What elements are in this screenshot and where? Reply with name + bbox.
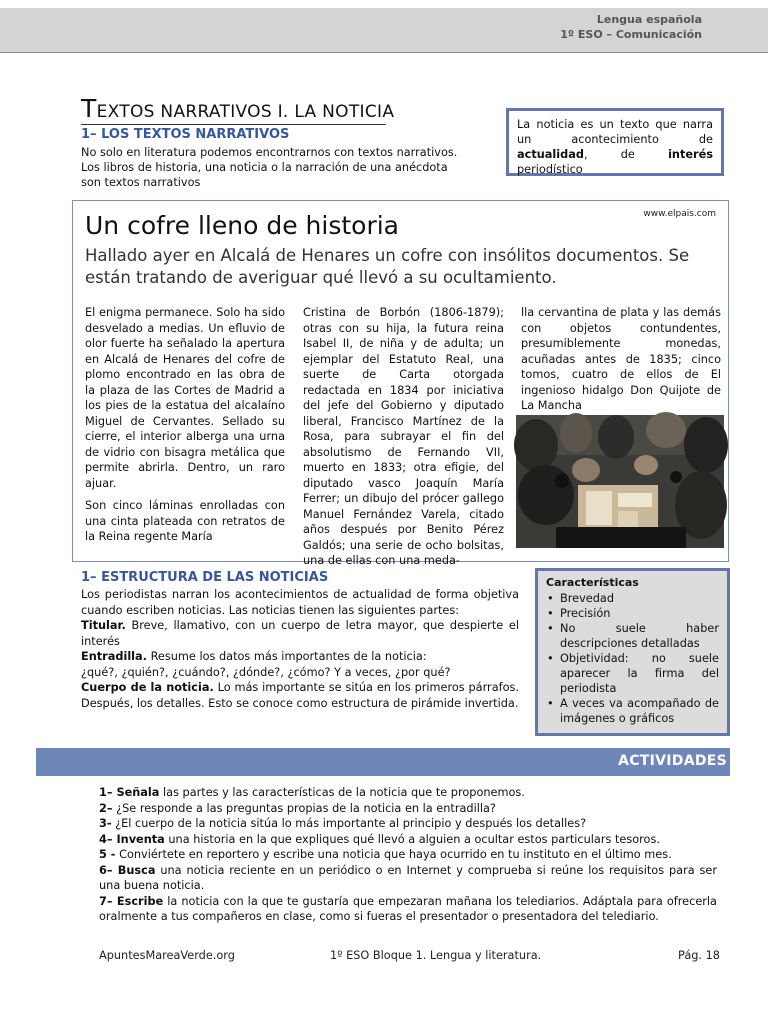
news-structure-text (81, 587, 519, 711)
section-heading-news-structure: 1– ESTRUCTURA DE LAS NOTICIAS (81, 570, 329, 585)
cuerpo-label: Cuerpo de la noticia. (81, 681, 214, 694)
entradilla-label: Entradilla. (81, 650, 147, 663)
activity-item (99, 832, 717, 848)
features-heading: Características (546, 576, 639, 589)
definition-bold-2: interés (668, 148, 713, 161)
activity-number: 5 - (99, 848, 116, 861)
activity-verb: Señala (112, 786, 160, 799)
activity-item (99, 785, 717, 801)
activity-text: la noticia con la que te gustaría que empezaran mañana los telediarios. Adáptala para ofrecerla oralmente a tus compañeros en clase, como si fueras el presentador o presentadora del telediario. (99, 894, 717, 923)
feature-item: • Precisión (560, 606, 719, 621)
activity-text: una noticia reciente en un periódico o en Internet y comprueba si reúne los requisitos para ser una buena noticia. (99, 863, 717, 892)
activity-number: 3- (99, 817, 112, 830)
definition-box (506, 108, 724, 176)
definition-bold-1: actualidad (517, 148, 584, 161)
page-header (0, 8, 768, 53)
structure-cuerpo (81, 680, 519, 711)
news-column-2: Cristina de Borbón (1806-1879); otras con su hija, la futura reina Isabel II, de niña y de adulta; un ejemplar del Estatuto Real, una suerte de Carta otorgada redactada en 1834 por iniciativa del jefe del Gobierno y diputado liberal, Francisco Martínez de la Rosa, para subrayar el fin del absolutismo de Fernando VII, muerto en 1833; otra efigie, del diputado vasco Joaquín María Ferrer; un dibujo del prócer gallego Manuel Fernández Varela, citado años después por Benito Pérez Galdós; una serie de ocho bolsitas, una de ellas con una meda- (303, 306, 504, 567)
news-column-1-paragraph-1: El enigma permanece. Solo ha sido desvelado a medias. Un efluvio de olor fuerte ha señalado la apertura en Alcalá de Henares del cofre de plomo encontrado en las obra de la plaza de las Cortes de Madrid a los pies de la estatua del alcalaíno Miguel de Cervantes. Sellado su cierre, el interior alberga una urna de vidrio con bisagra metálica que permite abrirla. Dentro, un raro ajuar. (85, 306, 285, 490)
feature-item: • Brevedad (560, 591, 719, 606)
news-column-3: lla cervantina de plata y las demás con objetos contundentes, presumiblemente monedas, acuñadas antes de 1835; cinco tomos, cuatro de ellos de El ingenioso hidalgo Don Quijote de La Mancha (521, 306, 721, 412)
section-intro-text: No solo en literatura podemos encontrarnos con textos narrativos. Los libros de historia, una noticia o la narración de una anécdota son textos narrativos (81, 146, 458, 189)
activity-item (99, 847, 717, 863)
footer-site: ApuntesMareaVerde.org (99, 949, 235, 962)
news-column-1-paragraph-2: Son cinco láminas enrolladas con una cinta plateada con retratos de la Reina regente María (85, 499, 285, 543)
activity-verb: Escribe (112, 894, 164, 908)
definition-text-2: , de (583, 148, 669, 161)
activities-list (99, 785, 717, 925)
activity-number: 4– (99, 832, 113, 846)
header-subject: Lengua española (596, 13, 702, 26)
footer-course: 1º ESO Bloque 1. Lengua y literatura. (330, 949, 542, 962)
activity-number: 6– (99, 863, 113, 877)
activities-heading: ACTIVIDADES (618, 753, 727, 769)
features-list (546, 591, 719, 726)
definition-text-1: La noticia es un texto que narra un acontecimiento de (517, 118, 713, 146)
activity-item (99, 801, 717, 817)
titular-text: Breve, llamativo, con un cuerpo de letra mayor, que despierte el interés (81, 619, 519, 648)
section-heading-narrative-texts: 1– LOS TEXTOS NARRATIVOS (81, 127, 290, 142)
feature-item: • No suele haber descripciones detalladas (560, 621, 719, 651)
structure-entradilla (81, 649, 519, 665)
news-subheadline: Hallado ayer en Alcalá de Henares un cofre con insólitos documentos. Se están tratando de averiguar qué llevó a su ocultamiento. (85, 246, 690, 287)
title-rest: EXTOS NARRATIVOS I. LA NOTICIA (96, 102, 395, 122)
activity-text: ¿El cuerpo de la noticia sitúa lo más importante al principio y después los detalles? (111, 817, 587, 830)
news-headline: Un cofre lleno de historia (85, 211, 400, 240)
activity-text: las partes y las características de la noticia que te proponemos. (159, 786, 525, 799)
cuerpo-text: Lo más importante se sitúa en los primeros párrafos. Después, los detalles. Esto se conoce como estructura de pirámide invertida. (81, 681, 519, 710)
footer-page-number: Pág. 18 (678, 949, 720, 962)
activity-item (99, 863, 717, 894)
activity-text: ¿Se responde a las preguntas propias de la noticia en la entradilla? (112, 801, 496, 815)
feature-item: • A veces va acompañado de imágenes o gráficos (560, 696, 719, 726)
entradilla-text: Resume los datos más importantes de la noticia: (146, 650, 427, 663)
activity-text: Conviértete en reportero y escribe una noticia que haya ocurrido en tu instituto en el último mes. (115, 848, 672, 861)
activity-number: 7– (99, 894, 113, 908)
header-course: 1º ESO – Comunicación (560, 28, 702, 41)
activity-item (99, 894, 717, 925)
news-article-box (72, 200, 729, 567)
news-photo (516, 415, 724, 548)
activity-text: una historia en la que expliques qué llevó a alguien a ocultar estos particulars tesoros. (164, 832, 660, 846)
title-initial: T (81, 94, 97, 123)
titular-label: Titular. (81, 619, 126, 632)
structure-questions: ¿qué?, ¿quién?, ¿cuándo?, ¿dónde?, ¿cómo? Y a veces, ¿por qué? (81, 665, 451, 679)
activities-bar (36, 748, 730, 776)
page-title (81, 94, 395, 125)
definition-text-3: periodístico (517, 163, 583, 176)
features-box (535, 568, 730, 736)
news-source: www.elpais.com (643, 209, 716, 219)
activity-item (99, 816, 717, 832)
news-column-1 (85, 305, 285, 552)
activity-number: 2– (99, 801, 113, 815)
activity-number: 1– (99, 786, 113, 799)
feature-item: • Objetividad: no suele aparecer la firma del periodista (560, 651, 719, 696)
structure-intro: Los periodistas narran los acontecimientos de actualidad de forma objetiva cuando escriben noticias. Las noticias tienen las siguientes partes: (81, 588, 519, 617)
news-photo-image (516, 415, 724, 548)
activity-verb: Busca (112, 863, 156, 877)
structure-titular (81, 618, 519, 649)
activity-verb: Inventa (112, 832, 165, 846)
